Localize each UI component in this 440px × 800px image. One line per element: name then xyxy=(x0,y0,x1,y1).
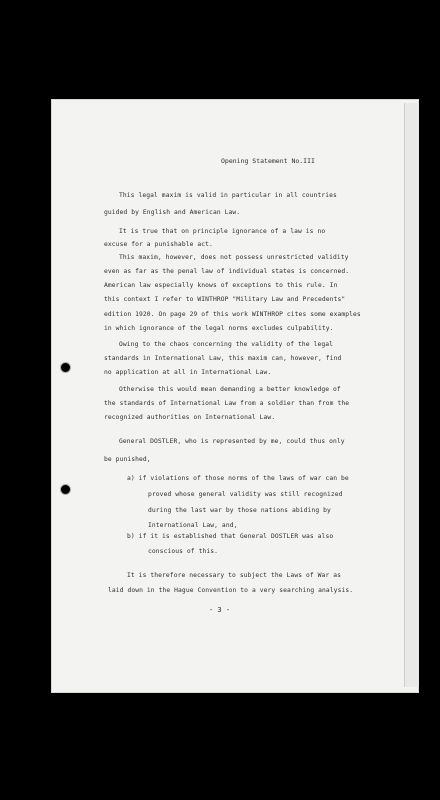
list-item-b: b) if it is established that General DOSTLER was also xyxy=(127,533,334,540)
text-line: recognized authorities on International Law. xyxy=(104,414,276,421)
text-line: This legal maxim is valid in particular in all countries xyxy=(119,192,337,199)
text-line: International Law, and, xyxy=(148,522,238,529)
text-line: Otherwise this would mean demanding a better knowledge of xyxy=(119,386,341,393)
text-line: even as far as the penal law of individual states is concerned. xyxy=(104,268,350,275)
text-line: standards in International Law, this maxim can, however, find xyxy=(104,355,342,362)
text-line: be punished, xyxy=(104,456,151,463)
text-line: Owing to the chaos concerning the validity of the legal xyxy=(119,341,334,348)
text-line: edition 1920. On page 29 of this work WINTHROP cites some examples xyxy=(104,311,361,318)
text-line: guided by English and American Law. xyxy=(104,209,241,216)
text-line: conscious of this. xyxy=(148,548,219,555)
text-line: General DOSTLER, who is represented by me, could thus only xyxy=(119,438,345,445)
text-line: It is therefore necessary to subject the Laws of War as xyxy=(127,572,342,579)
list-item-a: a) if violations of those norms of the laws of war can be xyxy=(127,475,349,482)
page-header: Opening Statement No.III xyxy=(221,157,315,165)
page-number: - 3 - xyxy=(209,606,231,614)
text-line: laid down in the Hague Convention to a very searching analysis. xyxy=(108,587,354,594)
text-line: It is true that on principle ignorance of a law is no xyxy=(119,228,326,235)
text-line: in which ignorance of the legal norms excludes culpability. xyxy=(104,325,334,332)
text-line: this context I refer to WINTHROP "Military Law and Precedents" xyxy=(104,296,346,303)
text-line: This maxim, however, does not possess unrestricted validity xyxy=(119,254,349,261)
text-line: proved whose general validity was still recognized xyxy=(148,491,343,498)
text-line: American law especially knows of exceptions to this rule. In xyxy=(104,282,338,289)
text-line: excuse for a punishable act. xyxy=(104,241,213,248)
text-line: during the last war by those nations abiding by xyxy=(148,507,331,514)
text-line: no application at all in International Law. xyxy=(104,369,272,376)
text-line: the standards of International Law from a soldier than from the xyxy=(104,400,350,407)
